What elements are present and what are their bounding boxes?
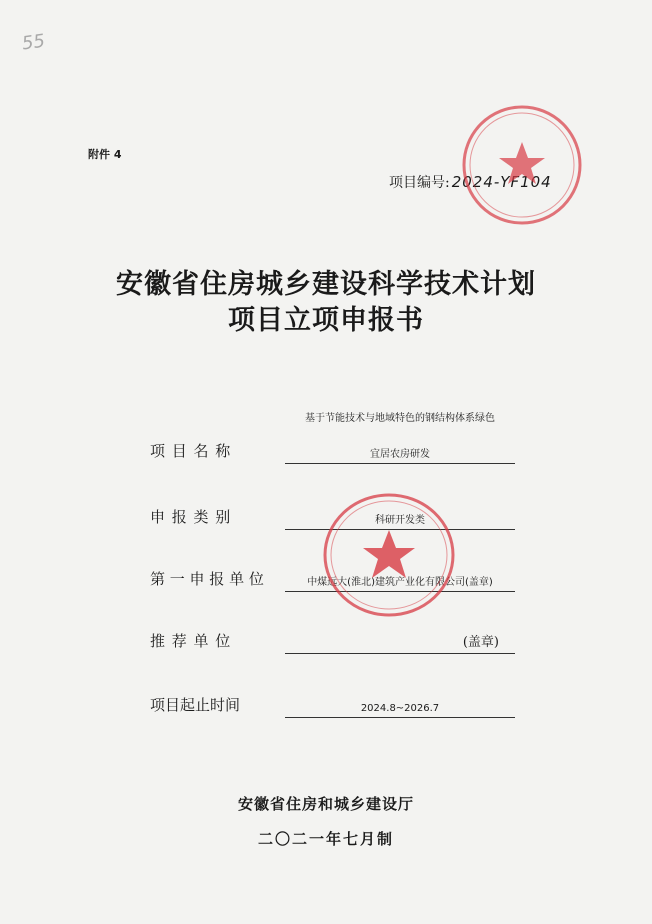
main-title-line1: 安徽省住房城乡建设科学技术计划 <box>116 269 536 300</box>
period-row <box>150 692 515 718</box>
period-label: 项目起止时间 <box>150 696 241 714</box>
field-underline <box>285 653 515 654</box>
field-underline <box>285 717 515 718</box>
project-name-value-line1: 基于节能技术与地域特色的钢结构体系绿色 <box>305 413 495 424</box>
recommend-unit-row <box>150 628 515 654</box>
first-unit-label: 第 一 申 报 单 位 <box>150 570 264 588</box>
recommend-unit-label: 推 荐 单 位 <box>150 632 232 650</box>
recommend-unit-stamp-note: (盖章) <box>462 635 499 650</box>
company-seal <box>320 490 458 620</box>
issue-date: 二〇二一年七月制 <box>257 830 394 848</box>
project-name-row <box>150 438 515 464</box>
declaration-type-value: 科研开发类 <box>375 515 425 526</box>
declaration-type-label: 申 报 类 别 <box>150 508 232 526</box>
project-name-label: 项 目 名 称 <box>150 442 232 460</box>
first-unit-value: 中煤远大(淮北)建筑产业化有限公司(盖章) <box>307 577 493 588</box>
corner-handwritten-mark: 55 <box>20 30 47 55</box>
field-underline <box>285 463 515 464</box>
project-number-label: 项目编号: <box>389 175 450 191</box>
issuer: 安徽省住房和城乡建设厅 <box>237 795 414 813</box>
official-seal-top <box>457 100 587 230</box>
period-value: 2024.8~2026.7 <box>360 703 440 714</box>
attachment-label: 附件 4 <box>88 148 122 161</box>
project-name-value-line2: 宜居农房研发 <box>370 449 430 460</box>
main-title-line2: 项目立项申报书 <box>228 305 424 336</box>
project-number-value: 2024-YF104 <box>451 173 552 191</box>
